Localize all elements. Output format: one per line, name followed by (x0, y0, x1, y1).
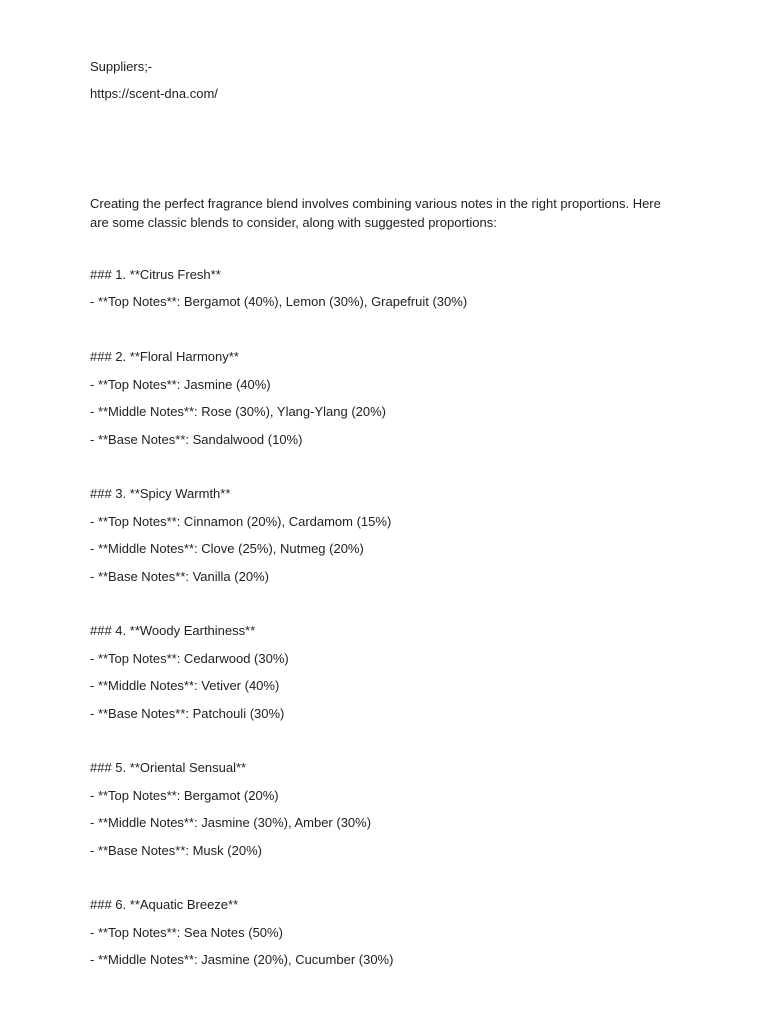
blend-heading: ### 4. **Woody Earthiness** (90, 623, 256, 638)
note-line: - **Top Notes**: Bergamot (20%) (90, 788, 279, 803)
note-line: - **Middle Notes**: Clove (25%), Nutmeg (20%) (90, 541, 364, 556)
note-line: - **Top Notes**: Bergamot (40%), Lemon (30%), Grapefruit (30%) (90, 294, 468, 309)
note-line: - **Middle Notes**: Rose (30%), Ylang-Ylang (20%) (90, 404, 387, 419)
note-line: - **Base Notes**: Musk (20%) (90, 843, 262, 858)
blend-heading: ### 5. **Oriental Sensual** (90, 760, 247, 775)
note-line: - **Middle Notes**: Jasmine (20%), Cucumber (30%) (90, 952, 394, 967)
suppliers-label: Suppliers;- (90, 59, 153, 74)
note-line: - **Base Notes**: Vanilla (20%) (90, 569, 269, 584)
note-line: - **Middle Notes**: Jasmine (30%), Amber (30%) (90, 815, 372, 830)
blend-heading: ### 1. **Citrus Fresh** (90, 267, 221, 282)
note-line: - **Top Notes**: Cinnamon (20%), Cardamom (15%) (90, 514, 392, 529)
blend-heading: ### 2. **Floral Harmony** (90, 349, 239, 364)
note-line: - **Top Notes**: Sea Notes (50%) (90, 925, 283, 940)
note-line: - **Middle Notes**: Vetiver (40%) (90, 678, 280, 693)
blend-heading: ### 3. **Spicy Warmth** (90, 486, 231, 501)
note-line: - **Top Notes**: Jasmine (40%) (90, 377, 271, 392)
intro-paragraph: Creating the perfect fragrance blend involves combining various notes in the right proportions. Here are some classic blends to consider, along with suggested proportions: (90, 196, 661, 230)
blend-heading: ### 6. **Aquatic Breeze** (90, 897, 239, 912)
supplier-url: https://scent-dna.com/ (90, 86, 218, 101)
note-line: - **Top Notes**: Cedarwood (30%) (90, 651, 289, 666)
note-line: - **Base Notes**: Sandalwood (10%) (90, 432, 303, 447)
note-line: - **Base Notes**: Patchouli (30%) (90, 706, 285, 721)
